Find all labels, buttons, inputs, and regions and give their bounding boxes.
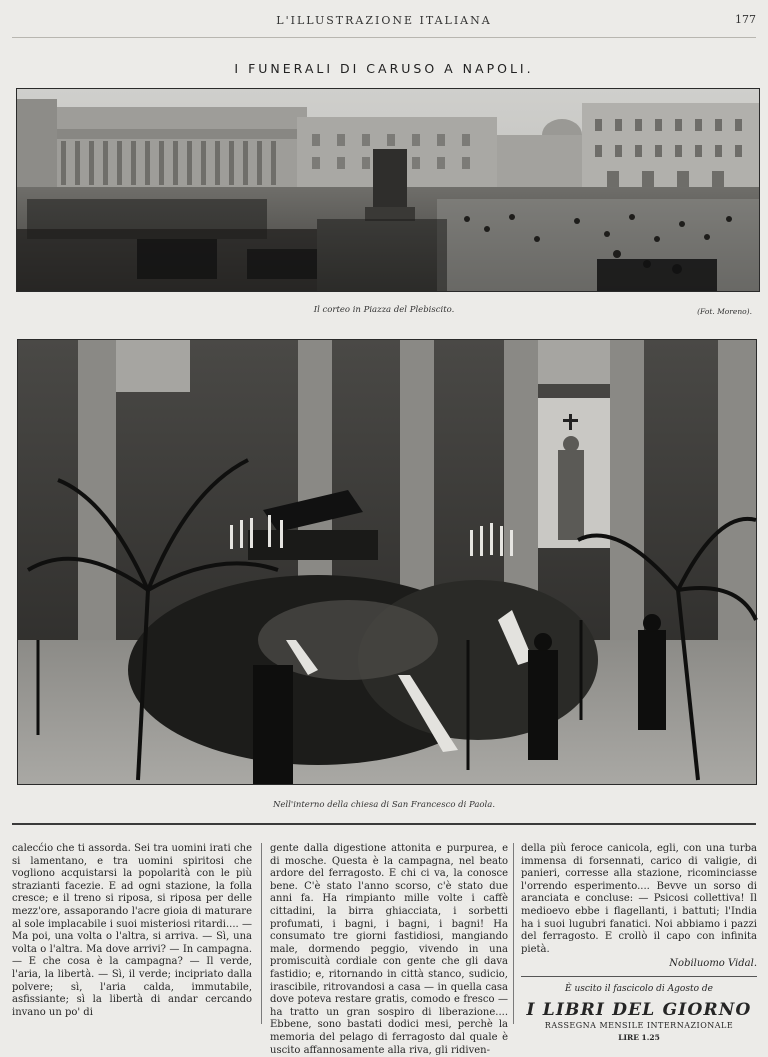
- advert-title: I LIBRI DEL GIORNO: [526, 999, 752, 1020]
- article-text-2: gente dalla digestione attonita e purpurea, e di mosche. Questa è la campagna, nel beato ardore del ferragosto. E chi ci va, la conosce bene. C'è stato l'anno scorso, c'è stato due anni fa. Ha rimpianto mille volte i caffè cittadini, la birra ghiacciata, i sorbetti profumati, i bagni, i bagni, i bagni! Ha consumato tre giorni fastidiosi, mangiando male, dormendo peggio, vivendo in una promiscuità cordiale con gente che gli dava fastidio; e, ritornando in città stanco, sudicio, irascibile, ritrovandosi a casa — in quella casa dove poteva restare gratis, comodo e fresco — ha tratto un gran sospiro di liberazione.... Ebbene, sono bastati dodici mesi, perchè la memoria del pelago di ferragosto dal quale è uscito affannosamente alla riva, gli ridiven-: [270, 843, 508, 1056]
- article-text-1: calecćio che ti assorda. Sei tra uomini irati che si lamentano, e tra uomini spiritosi che vogliono acquistarsi la popolarità con le più strazianti facezie. E ad ogni stazione, la folla cresce; e il treno si riposa, si riposa per delle mezz'ore, assaporando l'acre gioia di maturare al sole implacabile i suoi misteriosi ritardi.... — Ma poi, una volta o l'altra, si arriva. — Sì, una volta o l'altra. Ma dove arrivi? — In campagna. — E che cosa è la campagna? — Il verde, l'aria, la libertà. — Sì, il verde; incipriato dalla polvere; sì, l'aria calda, immutabile, asfissiante; sì la libertà di andar cercando invano un po' di: [12, 843, 252, 1018]
- headline: I FUNERALI DI CARUSO A NAPOLI.: [234, 61, 534, 76]
- church-interior-photo-illustration: [18, 340, 756, 784]
- author-signature: Nobiluomo Vidal.: [669, 958, 757, 970]
- procession-photo-illustration: [17, 89, 759, 291]
- advert-intro: È uscito il fascicolo di Agosto de: [565, 983, 713, 994]
- caption-church-interior: Nell'interno della chiesa di San Francesco di Paola.: [272, 800, 496, 810]
- article-text-3: della più feroce canicola, egli, con una turba immensa di forsennati, carico di valigie, di panieri, corresse alla stazione, ricominciasse l'orrendo esperimento.... Bevve un sorso di aranciata e concluse: — Psicosi collettiva! Il medioevo ebbe i flagellanti, i battuti; l'India ha i suoi lugubri fanatici. Noi abbiamo i pazzi del ferragosto. E crollò il capo con infinita pietà.: [521, 843, 757, 955]
- section-rule: [12, 823, 756, 825]
- advertisement: [521, 983, 757, 1045]
- photo-church-interior: [17, 339, 757, 785]
- photo-procession-piazza: [16, 88, 760, 292]
- photo-credit: (Fot. Moreno).: [697, 307, 752, 316]
- article-column-1: [12, 843, 252, 1024]
- header-rule: [12, 37, 756, 38]
- article-column-2: [270, 843, 508, 1056]
- advert-subtitle: RASSEGNA MENSILE INTERNAZIONALE: [544, 1020, 734, 1030]
- column-divider: [261, 843, 262, 1024]
- running-head: L'ILLUSTRAZIONE ITALIANA: [276, 14, 492, 27]
- column-divider: [513, 843, 514, 1024]
- caption-procession: Il corteo in Piazza del Plebiscito.: [313, 305, 455, 315]
- advert-rule: [521, 976, 757, 977]
- page-number: 177: [735, 13, 756, 26]
- article-column-3: [521, 843, 757, 1043]
- advert-price: LIRE 1.25: [618, 1033, 660, 1043]
